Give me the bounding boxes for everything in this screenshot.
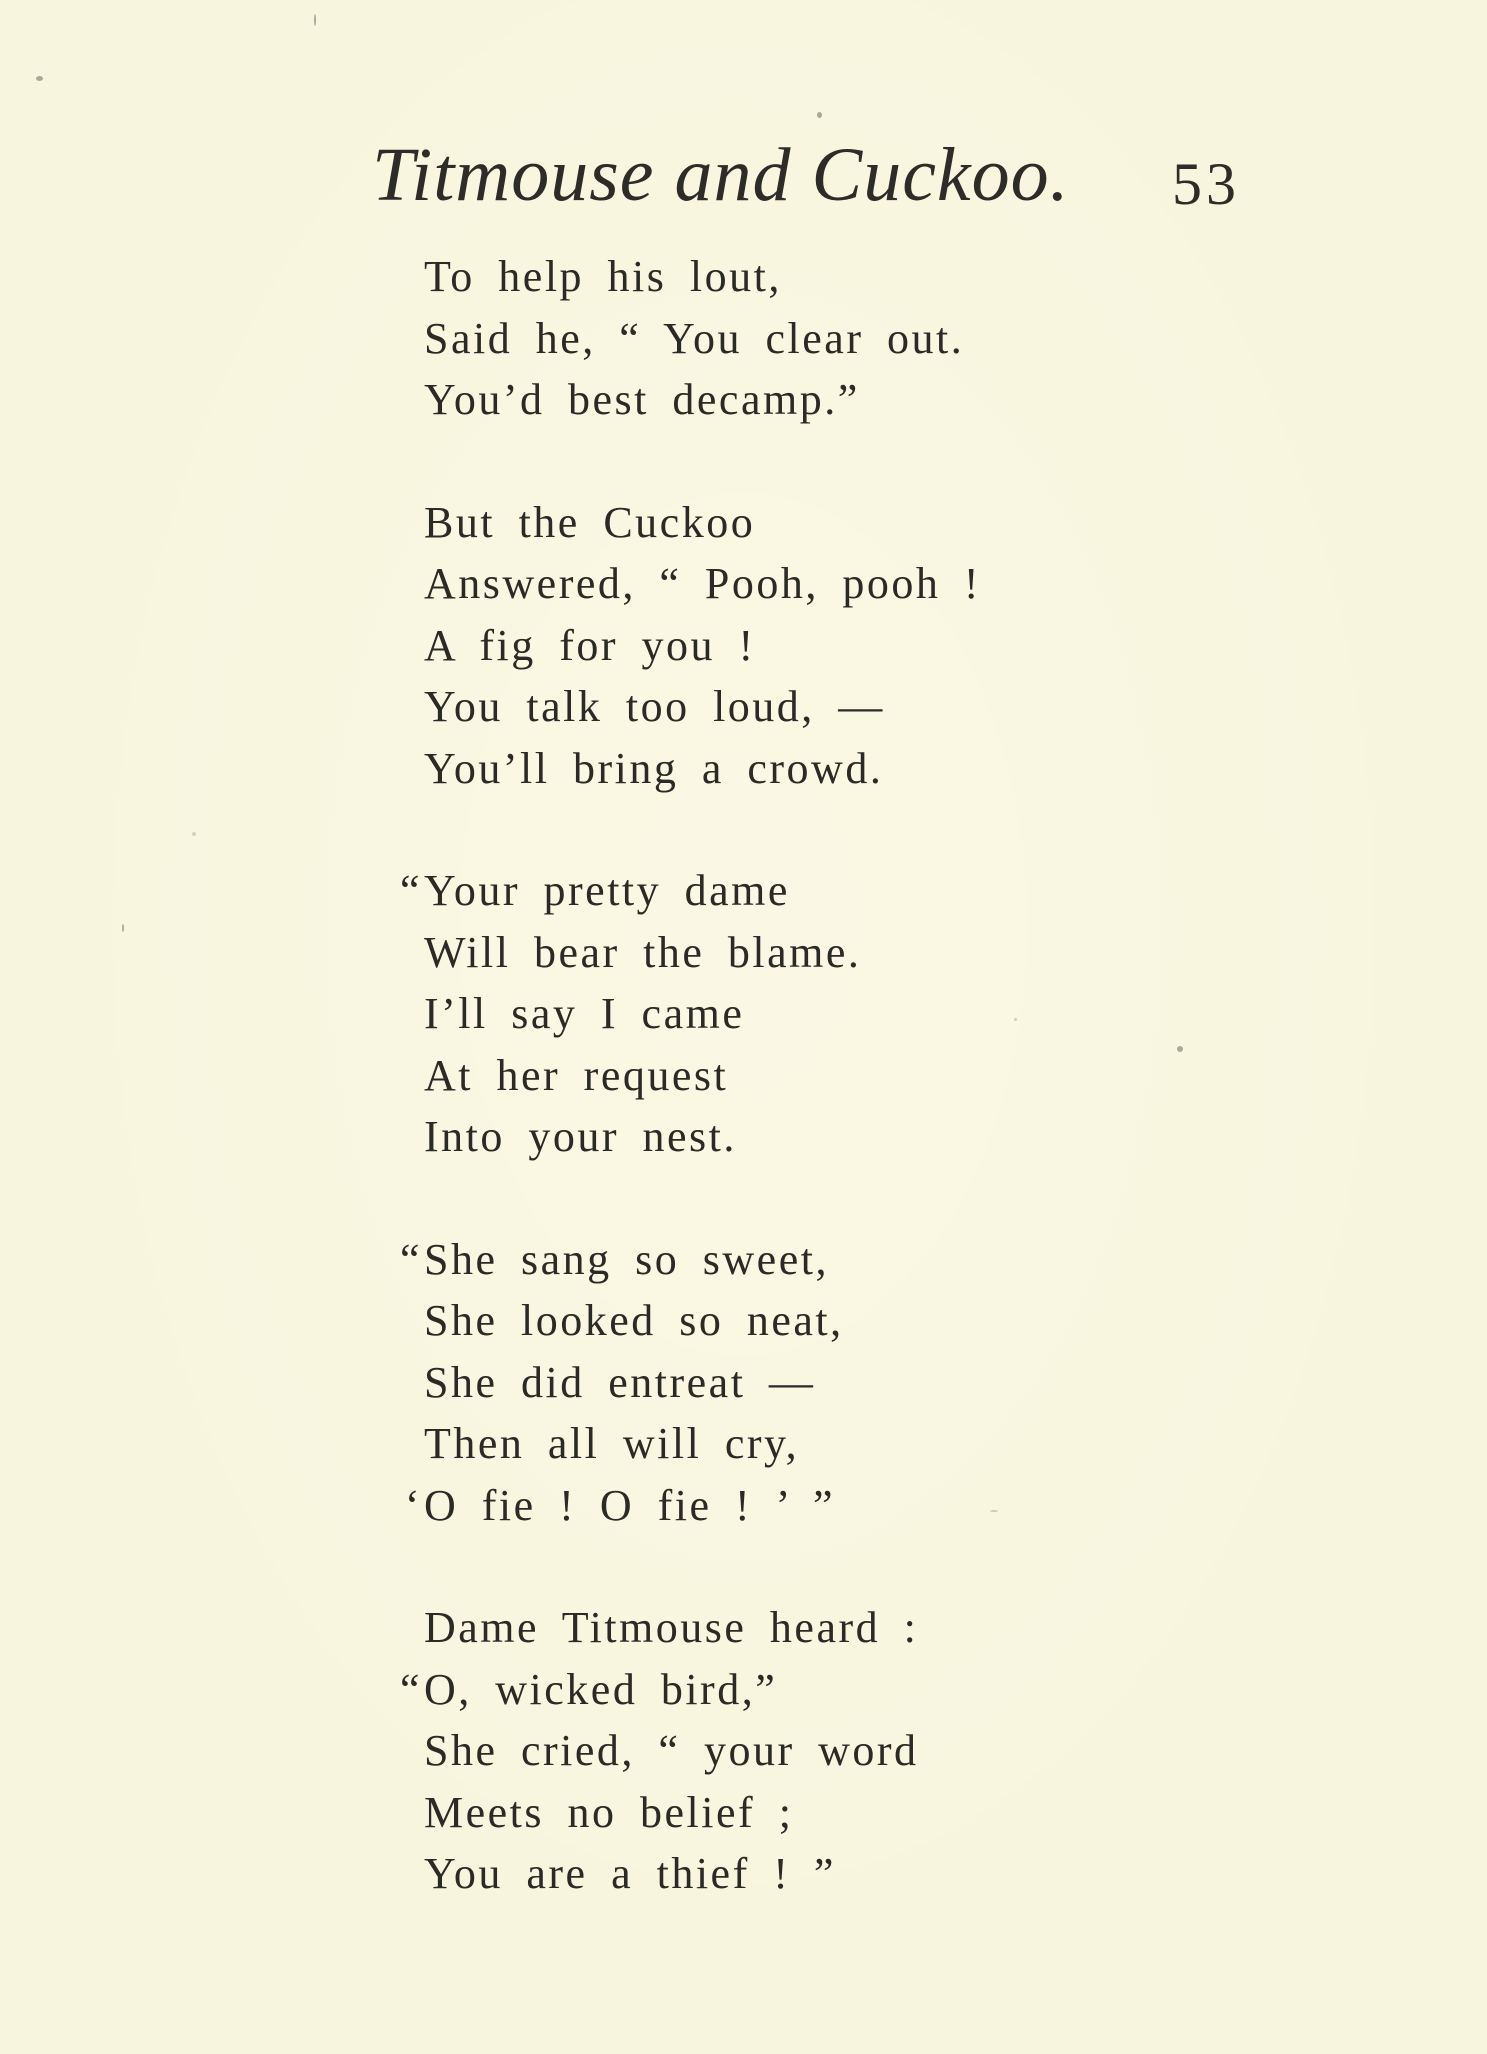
poem-line bbox=[372, 492, 1372, 554]
line-text: A fig for you ! bbox=[424, 620, 756, 670]
line-text: I’ll say I came bbox=[424, 989, 745, 1038]
poem-line bbox=[372, 1475, 1372, 1537]
poem-line bbox=[372, 676, 1372, 738]
line-text: Then all will cry, bbox=[424, 1419, 800, 1468]
line-text: Meets no belief ; bbox=[424, 1787, 794, 1837]
poem-line bbox=[372, 1782, 1372, 1844]
line-text: O, wicked bird,” bbox=[424, 1664, 778, 1714]
line-text: Your pretty dame bbox=[424, 866, 790, 915]
line-text: You talk too loud, — bbox=[424, 682, 885, 731]
page-number: 53 bbox=[1172, 151, 1240, 217]
line-text: Answered, “ Pooh, pooh ! bbox=[424, 559, 982, 608]
running-title: Titmouse and Cuckoo. bbox=[372, 133, 1070, 217]
poem-line bbox=[372, 922, 1372, 984]
poem-line bbox=[372, 308, 1372, 370]
line-text: O fie ! O fie ! ’ ” bbox=[424, 1480, 836, 1530]
stanza bbox=[372, 492, 1372, 800]
line-text: Said he, “ You clear out. bbox=[424, 313, 965, 363]
line-text: Dame Titmouse heard : bbox=[424, 1603, 919, 1652]
line-text: At her request bbox=[424, 1050, 729, 1100]
line-text: Will bear the blame. bbox=[424, 927, 862, 977]
poem-line bbox=[372, 1229, 1372, 1291]
poem-line bbox=[372, 1290, 1372, 1352]
paper-speck bbox=[817, 112, 822, 118]
poem-line bbox=[372, 1720, 1372, 1782]
paper-speck bbox=[1177, 1046, 1183, 1052]
paper-speck bbox=[36, 76, 43, 81]
line-text: She cried, “ your word bbox=[424, 1726, 919, 1775]
paper-speck bbox=[192, 832, 196, 836]
poem-line bbox=[372, 1597, 1372, 1659]
poem-line bbox=[372, 553, 1372, 615]
poem-line bbox=[372, 246, 1372, 308]
paper-speck bbox=[990, 1510, 998, 1512]
line-text: She looked so neat, bbox=[424, 1296, 844, 1345]
poem-line bbox=[372, 615, 1372, 677]
line-text: She did entreat — bbox=[424, 1357, 816, 1407]
line-text: You are a thief ! ” bbox=[424, 1849, 836, 1898]
poem-line bbox=[372, 1843, 1372, 1905]
paper-speck bbox=[314, 14, 316, 26]
poem bbox=[372, 246, 1372, 1966]
opening-quote: “ bbox=[399, 1664, 422, 1714]
opening-quote: ‘ bbox=[404, 1480, 422, 1530]
poem-line bbox=[372, 1045, 1372, 1107]
poem-line bbox=[372, 369, 1372, 431]
stanza bbox=[372, 246, 1372, 431]
poem-line bbox=[372, 860, 1372, 922]
line-text: You’ll bring a crowd. bbox=[424, 743, 884, 793]
stanza bbox=[372, 1597, 1372, 1905]
poem-line bbox=[372, 738, 1372, 800]
poem-line bbox=[372, 1106, 1372, 1168]
line-text: But the Cuckoo bbox=[424, 497, 756, 547]
line-text: Into your nest. bbox=[424, 1112, 737, 1161]
poem-line bbox=[372, 1352, 1372, 1414]
opening-quote: “ bbox=[399, 866, 422, 915]
poem-line bbox=[372, 1413, 1372, 1475]
opening-quote: “ bbox=[399, 1234, 422, 1284]
poem-line bbox=[372, 1659, 1372, 1721]
stanza bbox=[372, 1229, 1372, 1537]
paper-speck bbox=[122, 924, 124, 932]
line-text: You’d best decamp.” bbox=[424, 375, 860, 424]
line-text: To help his lout, bbox=[424, 252, 782, 301]
poem-line bbox=[372, 983, 1372, 1045]
line-text: She sang so sweet, bbox=[424, 1234, 829, 1284]
stanza bbox=[372, 860, 1372, 1168]
paper-speck bbox=[1014, 1018, 1017, 1021]
